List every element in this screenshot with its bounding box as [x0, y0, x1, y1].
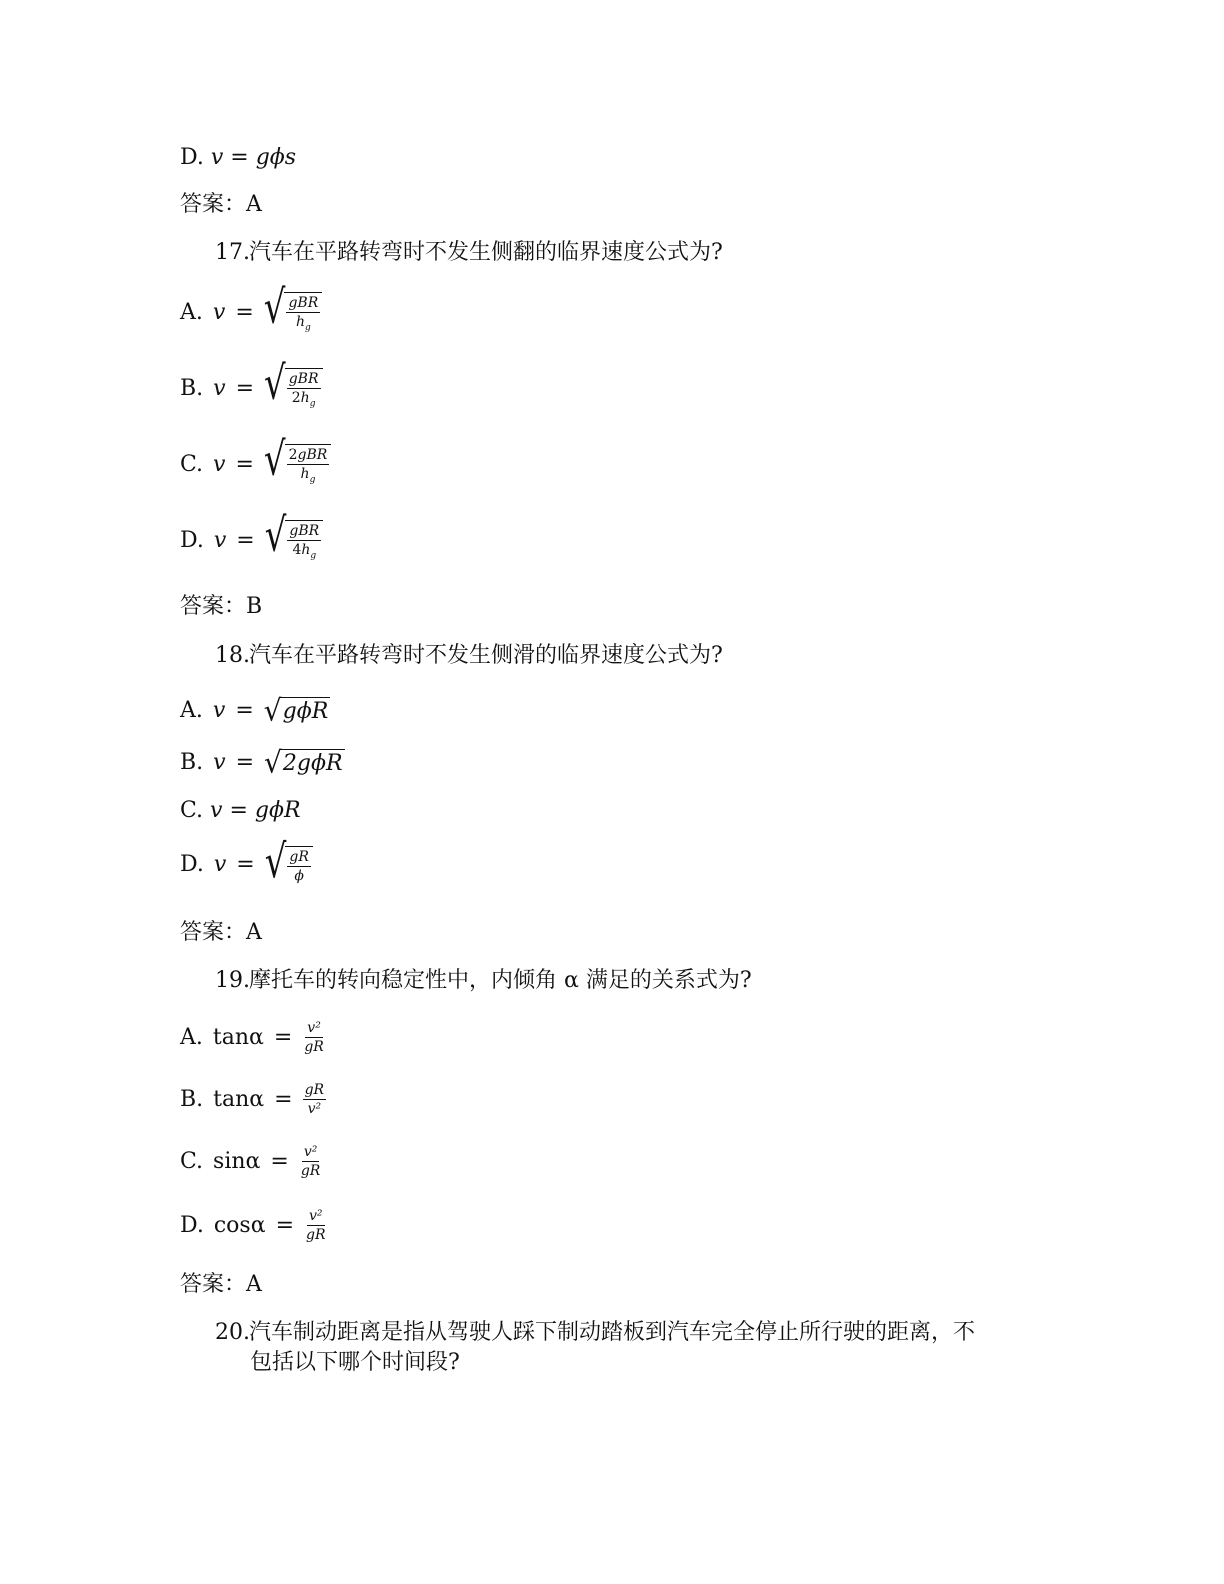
formula: v = gϕs	[210, 145, 297, 170]
option-label: A.	[180, 299, 203, 325]
option-label: C.	[180, 798, 204, 823]
radicand: gϕR	[282, 698, 329, 724]
question-number: 17.	[215, 240, 250, 265]
option-label: D.	[180, 527, 204, 553]
denominator: ϕ	[294, 868, 304, 885]
question-text: 汽车在平路转弯时不发生侧滑的临界速度公式为?	[249, 643, 723, 668]
question-number: 20.	[215, 1320, 250, 1345]
radicand: 2gϕR	[282, 750, 343, 776]
option-19-a: A. tanα = $\frac{\text{v²}}{gR}$	[180, 1020, 324, 1056]
numerator: v²	[307, 1208, 325, 1226]
option-label: C.	[180, 451, 204, 477]
function-name: tanα	[212, 1024, 264, 1050]
option-18-b: B. v = √ 2gϕR	[180, 745, 343, 780]
option-label: D.	[180, 145, 204, 170]
question-17	[215, 242, 723, 264]
option-18-a: A. v = √ gϕR	[180, 693, 329, 728]
option-label: D.	[180, 852, 204, 878]
question-19	[215, 970, 752, 992]
question-number: 18.	[215, 643, 250, 668]
numerator: v²	[305, 1020, 323, 1038]
question-text: 摩托车的转向稳定性中，内倾角 α 满足的关系式为?	[249, 968, 752, 993]
option-17-d: D. v = √ $\frac{\text{gBR}}{4h_g}$	[180, 520, 323, 561]
option-label: D.	[180, 1212, 204, 1238]
answer-16: 答案：A	[180, 192, 262, 217]
option-17-b: B. v = √ $\frac{\text{gBR}}{2h_g}$	[180, 368, 323, 409]
denominator: gR	[306, 1227, 326, 1244]
option-label: C.	[180, 1148, 204, 1174]
answer-18: 答案：A	[180, 920, 262, 945]
question-text-line1: 汽车制动距离是指从驾驶人踩下制动踏板到汽车完全停止所行驶的距离，不	[249, 1320, 976, 1345]
formula: v = gϕR	[210, 798, 301, 823]
option-19-d: D. cosα = $\frac{\text{v²}}{gR}$	[180, 1208, 326, 1244]
numerator: v²	[302, 1144, 320, 1162]
denominator: v²	[307, 1101, 322, 1118]
option-label: B.	[180, 1086, 204, 1112]
numerator: gR	[303, 1082, 327, 1100]
option-18-c	[180, 800, 301, 822]
question-text: 汽车在平路转弯时不发生侧翻的临界速度公式为?	[249, 240, 723, 265]
option-17-a: A. v = √ $\frac{\text{gBR}}{h_g}$	[180, 292, 322, 333]
option-label: A.	[180, 1024, 203, 1050]
question-number: 19.	[215, 968, 250, 993]
option-label: B.	[180, 375, 204, 401]
question-20	[215, 1322, 975, 1344]
answer-19: 答案：A	[180, 1272, 262, 1297]
numerator: gR	[287, 849, 311, 867]
option-16-d	[180, 147, 296, 169]
question-20-line2: 包括以下哪个时间段?	[250, 1350, 460, 1375]
function-name: tanα	[213, 1086, 265, 1112]
denominator: gR	[304, 1039, 324, 1056]
option-18-d: D. v = √ $\frac{gR}{\phi}$	[180, 846, 313, 884]
question-18	[215, 645, 723, 667]
option-label: A.	[180, 698, 203, 723]
function-name: sinα	[213, 1148, 261, 1174]
option-19-b: B. tanα = $\frac{gR}{\text{v²}}$	[180, 1082, 325, 1118]
denominator: gR	[300, 1163, 321, 1180]
option-17-c: C. v = √ $\frac{\text{2gBR}}{h_g}$	[180, 444, 331, 485]
option-label: B.	[180, 750, 204, 775]
function-name: cosα	[213, 1212, 266, 1238]
option-19-c: C. sinα = $\frac{\text{v²}}{gR}$	[180, 1144, 321, 1180]
answer-17: 答案：B	[180, 594, 263, 619]
